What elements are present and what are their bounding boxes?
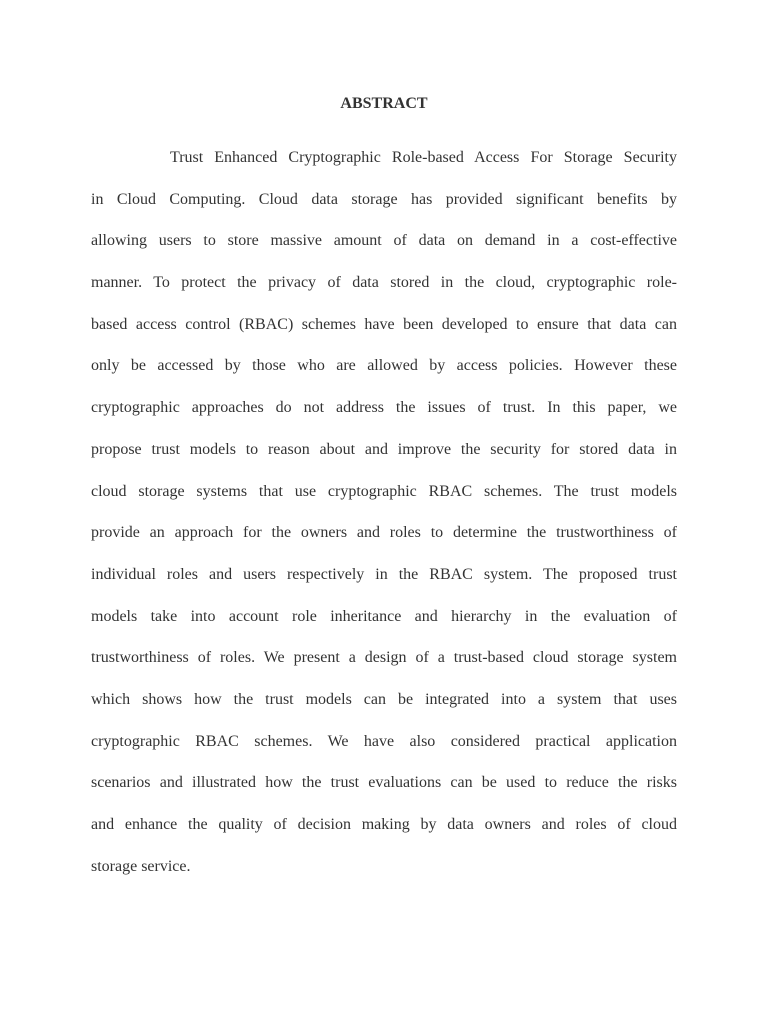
- abstract-line: and enhance the quality of decision making by data owners and roles of cloud: [91, 816, 677, 833]
- abstract-line: allowing users to store massive amount of data on demand in a cost-effective: [91, 232, 677, 250]
- abstract-line: cryptographic RBAC schemes. We have also considered practical application: [91, 732, 677, 750]
- abstract-heading: ABSTRACT: [340, 95, 428, 112]
- abstract-line: scenarios and illustrated how the trust evaluations can be used to reduce the risks: [91, 774, 677, 792]
- abstract-line: storage service.: [91, 857, 191, 875]
- abstract-body: [91, 137, 677, 887]
- abstract-line: in Cloud Computing. Cloud data storage has provided significant benefits by: [91, 190, 677, 208]
- abstract-line: models take into account role inheritance and hierarchy in the evaluation of: [91, 607, 677, 625]
- abstract-line: propose trust models to reason about and improve the security for stored data in: [91, 440, 677, 458]
- abstract-line: only be accessed by those who are allowed by access policies. However these: [91, 357, 677, 375]
- abstract-line: Trust Enhanced Cryptographic Role-based Access For Storage Security: [170, 149, 677, 166]
- abstract-line: manner. To protect the privacy of data stored in the cloud, cryptographic role-: [91, 274, 677, 292]
- abstract-line: cryptographic approaches do not address the issues of trust. In this paper, we: [91, 399, 677, 417]
- abstract-line: which shows how the trust models can be integrated into a system that uses: [91, 690, 677, 708]
- abstract-line: trustworthiness of roles. We present a design of a trust-based cloud storage system: [91, 649, 677, 667]
- abstract-line: provide an approach for the owners and roles to determine the trustworthiness of: [91, 524, 677, 542]
- abstract-line: based access control (RBAC) schemes have been developed to ensure that data can: [91, 315, 677, 333]
- abstract-line: individual roles and users respectively in the RBAC system. The proposed trust: [91, 565, 677, 583]
- abstract-line: cloud storage systems that use cryptographic RBAC schemes. The trust models: [91, 482, 677, 500]
